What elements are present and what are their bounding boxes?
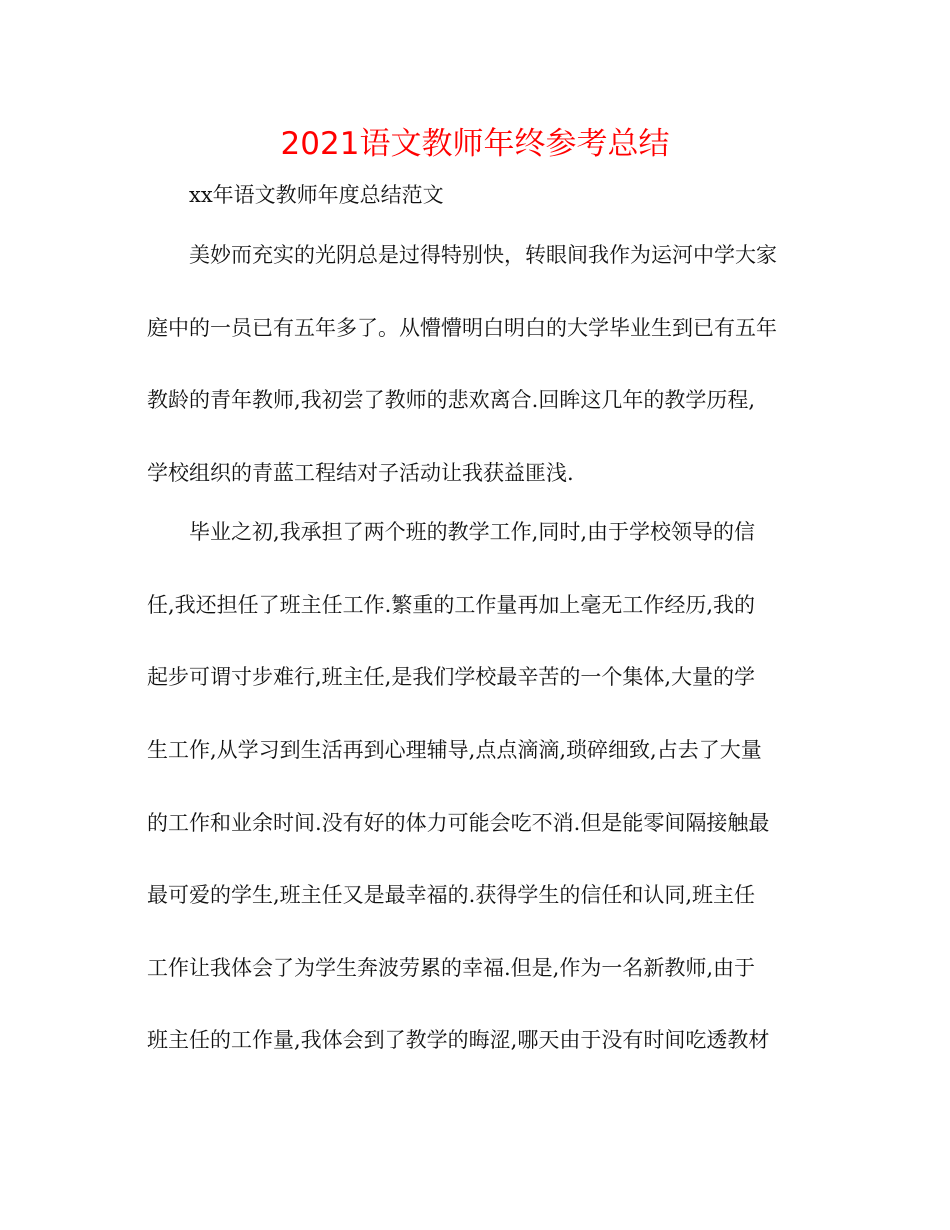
paragraph-line: 美妙而充实的光阴总是过得特别快，转眼间我作为运河中学大家 — [189, 243, 777, 267]
paragraph-line: 工作让我体会了为学生奔波劳累的幸福.但是,作为一名新教师,由于 — [147, 956, 756, 980]
paragraph-line: 的工作和业余时间.没有好的体力可能会吃不消.但是能零间隔接触最 — [147, 811, 770, 835]
paragraph-line: 班主任的工作量,我体会到了教学的晦涩,哪天由于没有时间吃透教材 — [147, 1028, 770, 1052]
paragraph-line: 学校组织的青蓝工程结对子活动让我获益匪浅. — [147, 461, 574, 485]
paragraph-line: 任,我还担任了班主任工作.繁重的工作量再加上毫无工作经历,我的 — [147, 593, 756, 617]
paragraph-line: 教龄的青年教师,我初尝了教师的悲欢离合.回眸这几年的教学历程, — [147, 388, 756, 412]
paragraph-line: 起步可谓寸步难行,班主任,是我们学校最辛苦的一个集体,大量的学 — [147, 665, 756, 689]
paragraph-line: 毕业之初,我承担了两个班的教学工作,同时,由于学校领导的信 — [189, 520, 756, 544]
document-title: 2021语文教师年终参考总结 — [280, 126, 670, 162]
document-subtitle: xx年语文教师年度总结范文 — [189, 183, 444, 207]
paragraph-line: 生工作,从学习到生活再到心理辅导,点点滴滴,琐碎细致,占去了大量 — [147, 738, 762, 762]
paragraph-line: 庭中的一员已有五年多了。从懵懵明白明白的大学毕业生到已有五年 — [147, 316, 777, 340]
paragraph-line: 最可爱的学生,班主任又是最幸福的.获得学生的信任和认同,班主任 — [147, 883, 756, 907]
